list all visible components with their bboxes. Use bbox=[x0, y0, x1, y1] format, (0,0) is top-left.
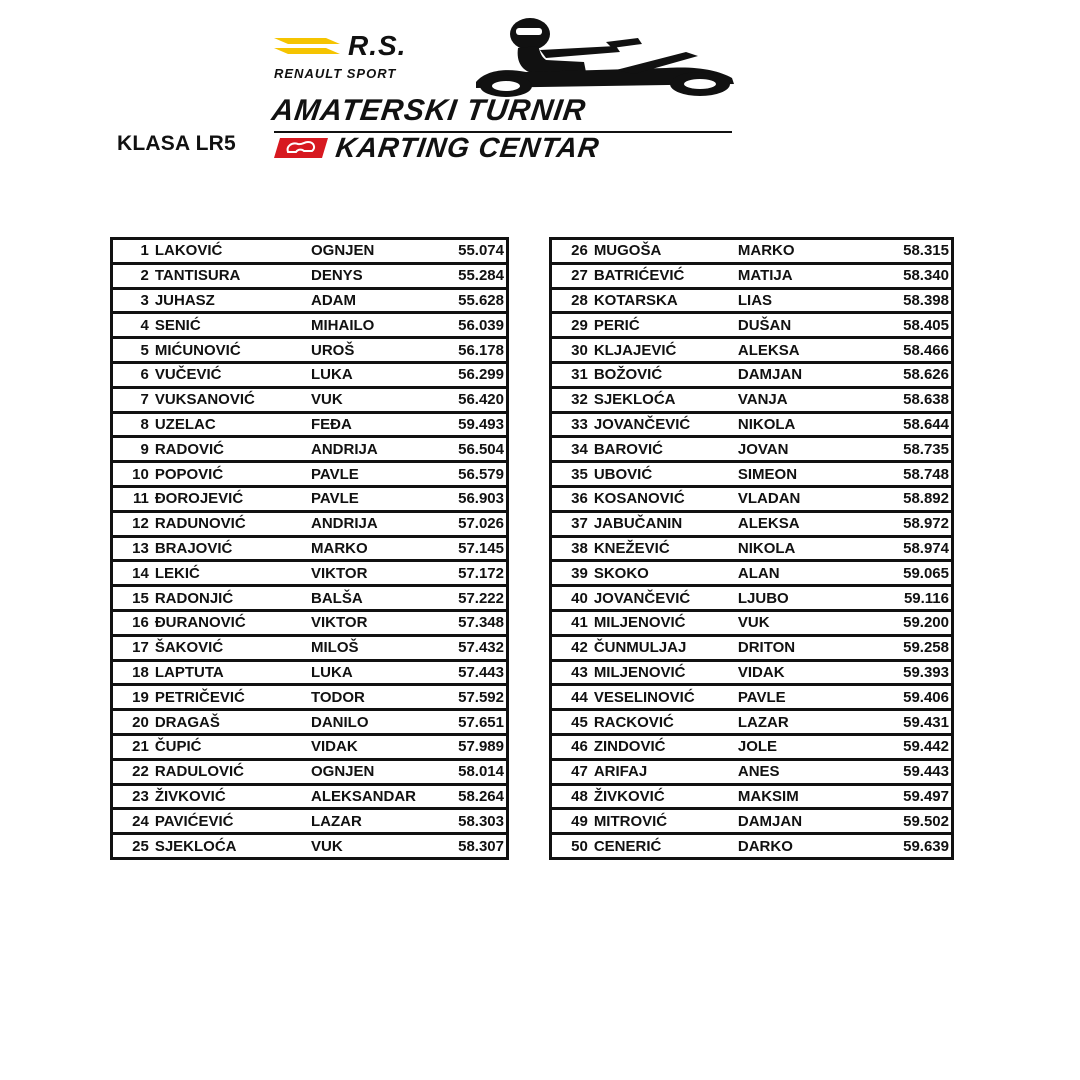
position-cell: 7 bbox=[112, 387, 155, 412]
table-row bbox=[112, 586, 508, 611]
surname-cell: SJEKLOĆA bbox=[594, 387, 738, 412]
firstname-cell: PAVLE bbox=[311, 462, 422, 487]
firstname-cell: DUŠAN bbox=[738, 313, 869, 338]
position-cell: 39 bbox=[551, 561, 594, 586]
firstname-cell: NIKOLA bbox=[738, 536, 869, 561]
position-cell: 46 bbox=[551, 734, 594, 759]
firstname-cell: OGNJEN bbox=[311, 239, 422, 264]
position-cell: 8 bbox=[112, 412, 155, 437]
firstname-cell: LUKA bbox=[311, 362, 422, 387]
laptime-cell: 59.200 bbox=[869, 610, 953, 635]
surname-cell: RADOVIĆ bbox=[155, 437, 311, 462]
position-cell: 1 bbox=[112, 239, 155, 264]
laptime-cell: 57.443 bbox=[422, 660, 508, 685]
laptime-cell: 58.626 bbox=[869, 362, 953, 387]
position-cell: 13 bbox=[112, 536, 155, 561]
table-row bbox=[551, 412, 953, 437]
surname-cell: RADULOVIĆ bbox=[155, 759, 311, 784]
firstname-cell: MIHAILO bbox=[311, 313, 422, 338]
firstname-cell: FEĐA bbox=[311, 412, 422, 437]
table-row bbox=[112, 387, 508, 412]
position-cell: 4 bbox=[112, 313, 155, 338]
surname-cell: LAKOVIĆ bbox=[155, 239, 311, 264]
position-cell: 45 bbox=[551, 710, 594, 735]
position-cell: 18 bbox=[112, 660, 155, 685]
surname-cell: MILJENOVIĆ bbox=[594, 610, 738, 635]
table-row bbox=[112, 759, 508, 784]
position-cell: 41 bbox=[551, 610, 594, 635]
surname-cell: PETRIČEVIĆ bbox=[155, 685, 311, 710]
laptime-cell: 56.504 bbox=[422, 437, 508, 462]
firstname-cell: ADAM bbox=[311, 288, 422, 313]
laptime-cell: 59.443 bbox=[869, 759, 953, 784]
position-cell: 33 bbox=[551, 412, 594, 437]
position-cell: 20 bbox=[112, 710, 155, 735]
laptime-cell: 56.039 bbox=[422, 313, 508, 338]
table-row bbox=[112, 362, 508, 387]
table-row bbox=[112, 338, 508, 363]
surname-cell: BATRIĆEVIĆ bbox=[594, 263, 738, 288]
position-cell: 47 bbox=[551, 759, 594, 784]
table-row bbox=[112, 660, 508, 685]
laptime-cell: 59.493 bbox=[422, 412, 508, 437]
laptime-cell: 58.638 bbox=[869, 387, 953, 412]
table-row bbox=[112, 412, 508, 437]
laptime-cell: 59.639 bbox=[903, 837, 949, 855]
firstname-cell: VUK bbox=[738, 610, 869, 635]
firstname-cell: LAZAR bbox=[311, 809, 422, 834]
table-row bbox=[551, 239, 953, 264]
firstname-cell: MARKO bbox=[738, 239, 869, 264]
laptime-cell: 58.735 bbox=[869, 437, 953, 462]
surname-cell: MIĆUNOVIĆ bbox=[155, 338, 311, 363]
firstname-cell: DRITON bbox=[738, 635, 869, 660]
table-row bbox=[551, 486, 953, 511]
firstname-cell: VUK bbox=[311, 387, 422, 412]
go-kart-driver-icon bbox=[466, 12, 738, 98]
surname-cell: JABUČANIN bbox=[594, 511, 738, 536]
surname-cell: SJEKLOĆA bbox=[154, 837, 237, 855]
firstname-cell: ANDRIJA bbox=[311, 437, 422, 462]
firstname-cell: ALEKSANDAR bbox=[311, 784, 422, 809]
table-row bbox=[112, 635, 508, 660]
position-cell: 30 bbox=[551, 338, 594, 363]
logo-line-tournament: AMATERSKI TURNIR bbox=[269, 94, 589, 127]
position-cell: 37 bbox=[551, 511, 594, 536]
laptime-cell: 58.748 bbox=[869, 462, 953, 487]
results-table-right bbox=[549, 237, 954, 860]
surname-cell: DRAGAŠ bbox=[155, 710, 311, 735]
surname-cell: KNEŽEVIĆ bbox=[594, 536, 738, 561]
surname-cell: POPOVIĆ bbox=[155, 462, 311, 487]
firstname-cell: MAKSIM bbox=[738, 784, 869, 809]
laptime-cell: 58.466 bbox=[869, 338, 953, 363]
laptime-cell: 57.026 bbox=[422, 511, 508, 536]
table-row bbox=[551, 288, 953, 313]
position-cell: 25 bbox=[132, 837, 149, 855]
brand-full: RENAULT SPORT bbox=[274, 66, 397, 81]
laptime-cell: 55.628 bbox=[422, 288, 508, 313]
firstname-cell: ALEKSA bbox=[738, 338, 869, 363]
firstname-cell: OGNJEN bbox=[311, 759, 422, 784]
firstname-cell: LJUBO bbox=[738, 586, 869, 611]
position-cell: 14 bbox=[112, 561, 155, 586]
laptime-cell: 56.178 bbox=[422, 338, 508, 363]
surname-cell: MILJENOVIĆ bbox=[594, 660, 738, 685]
table-row bbox=[112, 437, 508, 462]
laptime-cell: 58.264 bbox=[422, 784, 508, 809]
laptime-cell: 59.406 bbox=[869, 685, 953, 710]
laptime-cell: 59.431 bbox=[869, 710, 953, 735]
table-row bbox=[551, 685, 953, 710]
surname-cell: LAPTUTA bbox=[155, 660, 311, 685]
laptime-cell: 59.258 bbox=[869, 635, 953, 660]
laptime-cell: 56.420 bbox=[422, 387, 508, 412]
table-row bbox=[551, 338, 953, 363]
table-row bbox=[551, 759, 953, 784]
surname-cell: ČUPIĆ bbox=[155, 734, 311, 759]
firstname-cell: DAMJAN bbox=[738, 362, 869, 387]
position-cell: 35 bbox=[551, 462, 594, 487]
position-cell: 19 bbox=[112, 685, 155, 710]
firstname-cell: TODOR bbox=[311, 685, 422, 710]
laptime-cell: 57.348 bbox=[422, 610, 508, 635]
position-cell: 27 bbox=[551, 263, 594, 288]
laptime-cell: 57.651 bbox=[422, 710, 508, 735]
position-cell: 50 bbox=[571, 837, 588, 855]
surname-cell: MUGOŠA bbox=[594, 239, 738, 264]
table-row bbox=[551, 710, 953, 735]
firstname-cell: LAZAR bbox=[738, 710, 869, 735]
surname-cell: UZELAC bbox=[155, 412, 311, 437]
position-cell: 5 bbox=[112, 338, 155, 363]
table-row bbox=[551, 809, 953, 834]
position-cell: 3 bbox=[112, 288, 155, 313]
firstname-cell: VIDAK bbox=[738, 660, 869, 685]
firstname-cell: LUKA bbox=[311, 660, 422, 685]
laptime-cell: 58.307 bbox=[458, 837, 504, 855]
table-row bbox=[112, 734, 508, 759]
laptime-cell: 56.579 bbox=[422, 462, 508, 487]
firstname-cell: VUK bbox=[311, 837, 343, 855]
firstname-cell: ANES bbox=[738, 759, 869, 784]
position-cell: 32 bbox=[551, 387, 594, 412]
surname-cell: LEKIĆ bbox=[155, 561, 311, 586]
table-row bbox=[551, 387, 953, 412]
position-cell: 22 bbox=[112, 759, 155, 784]
table-row bbox=[112, 685, 508, 710]
laptime-cell: 58.974 bbox=[869, 536, 953, 561]
surname-cell: VESELINOVIĆ bbox=[594, 685, 738, 710]
firstname-cell: VIKTOR bbox=[311, 561, 422, 586]
logo-line-venue: KARTING CENTAR bbox=[333, 132, 602, 163]
surname-cell: CENERIĆ bbox=[593, 837, 662, 855]
table-row bbox=[112, 313, 508, 338]
position-cell: 44 bbox=[551, 685, 594, 710]
position-cell: 12 bbox=[112, 511, 155, 536]
position-cell: 34 bbox=[551, 437, 594, 462]
table-row bbox=[551, 313, 953, 338]
table-row bbox=[112, 834, 508, 859]
laptime-cell: 57.222 bbox=[422, 586, 508, 611]
firstname-cell: DARKO bbox=[737, 837, 793, 855]
surname-cell: VUKSANOVIĆ bbox=[155, 387, 311, 412]
surname-cell: PAVIĆEVIĆ bbox=[155, 809, 311, 834]
position-cell: 49 bbox=[551, 809, 594, 834]
position-cell: 24 bbox=[112, 809, 155, 834]
table-row bbox=[551, 586, 953, 611]
table-row bbox=[551, 834, 953, 859]
table-row bbox=[112, 239, 508, 264]
position-cell: 31 bbox=[551, 362, 594, 387]
table-row bbox=[551, 437, 953, 462]
table-row bbox=[551, 635, 953, 660]
laptime-cell: 58.303 bbox=[422, 809, 508, 834]
position-cell: 26 bbox=[551, 239, 594, 264]
position-cell: 16 bbox=[112, 610, 155, 635]
laptime-cell: 57.989 bbox=[422, 734, 508, 759]
laptime-cell: 59.497 bbox=[869, 784, 953, 809]
firstname-cell: VLADAN bbox=[738, 486, 869, 511]
table-row bbox=[112, 809, 508, 834]
position-cell: 38 bbox=[551, 536, 594, 561]
laptime-cell: 57.145 bbox=[422, 536, 508, 561]
position-cell: 11 bbox=[112, 486, 155, 511]
laptime-cell: 59.502 bbox=[869, 809, 953, 834]
table-row bbox=[112, 486, 508, 511]
firstname-cell: DANILO bbox=[311, 710, 422, 735]
surname-cell: KOTARSKA bbox=[594, 288, 738, 313]
surname-cell: PERIĆ bbox=[594, 313, 738, 338]
surname-cell: SKOKO bbox=[594, 561, 738, 586]
table-row bbox=[551, 462, 953, 487]
surname-cell: ŽIVKOVIĆ bbox=[594, 784, 738, 809]
brand-short: R.S. bbox=[348, 30, 407, 61]
position-cell: 2 bbox=[112, 263, 155, 288]
position-cell: 29 bbox=[551, 313, 594, 338]
position-cell: 15 bbox=[112, 586, 155, 611]
table-row bbox=[112, 288, 508, 313]
laptime-cell: 58.892 bbox=[869, 486, 953, 511]
surname-cell: RADUNOVIĆ bbox=[155, 511, 311, 536]
surname-cell: RADONJIĆ bbox=[155, 586, 311, 611]
surname-cell: JOVANČEVIĆ bbox=[594, 586, 738, 611]
firstname-cell: LIAS bbox=[738, 288, 869, 313]
surname-cell: ČUNMULJAJ bbox=[594, 635, 738, 660]
surname-cell: TANTISURA bbox=[155, 263, 311, 288]
firstname-cell: VIKTOR bbox=[311, 610, 422, 635]
table-row bbox=[551, 734, 953, 759]
firstname-cell: VANJA bbox=[738, 387, 869, 412]
surname-cell: BOŽOVIĆ bbox=[594, 362, 738, 387]
surname-cell: MITROVIĆ bbox=[594, 809, 738, 834]
firstname-cell: PAVLE bbox=[311, 486, 422, 511]
firstname-cell: DENYS bbox=[311, 263, 422, 288]
firstname-cell: DAMJAN bbox=[738, 809, 869, 834]
position-cell: 23 bbox=[112, 784, 155, 809]
surname-cell: ZINDOVIĆ bbox=[594, 734, 738, 759]
table-row bbox=[112, 536, 508, 561]
laptime-cell: 58.972 bbox=[869, 511, 953, 536]
laptime-cell: 58.405 bbox=[869, 313, 953, 338]
firstname-cell: VIDAK bbox=[311, 734, 422, 759]
surname-cell: SENIĆ bbox=[155, 313, 311, 338]
laptime-cell: 59.393 bbox=[869, 660, 953, 685]
laptime-cell: 58.644 bbox=[869, 412, 953, 437]
firstname-cell: MILOŠ bbox=[311, 635, 422, 660]
table-row bbox=[112, 561, 508, 586]
table-row bbox=[112, 784, 508, 809]
firstname-cell: JOLE bbox=[738, 734, 869, 759]
surname-cell: JUHASZ bbox=[155, 288, 311, 313]
laptime-cell: 56.299 bbox=[422, 362, 508, 387]
laptime-cell: 56.903 bbox=[422, 486, 508, 511]
surname-cell: JOVANČEVIĆ bbox=[594, 412, 738, 437]
surname-cell: ŽIVKOVIĆ bbox=[155, 784, 311, 809]
laptime-cell: 58.398 bbox=[869, 288, 953, 313]
firstname-cell: MARKO bbox=[311, 536, 422, 561]
laptime-cell: 58.340 bbox=[869, 263, 953, 288]
table-row bbox=[551, 511, 953, 536]
surname-cell: ARIFAJ bbox=[594, 759, 738, 784]
firstname-cell: PAVLE bbox=[738, 685, 869, 710]
laptime-cell: 57.172 bbox=[422, 561, 508, 586]
laptime-cell: 58.014 bbox=[422, 759, 508, 784]
position-cell: 17 bbox=[112, 635, 155, 660]
table-row bbox=[112, 462, 508, 487]
table-row bbox=[551, 610, 953, 635]
laptime-cell: 55.284 bbox=[422, 263, 508, 288]
table-row bbox=[551, 784, 953, 809]
table-row bbox=[551, 660, 953, 685]
renault-sport-chevrons-icon bbox=[274, 36, 340, 56]
laptime-cell: 59.442 bbox=[869, 734, 953, 759]
laptime-cell: 57.592 bbox=[422, 685, 508, 710]
table-row bbox=[112, 610, 508, 635]
laptime-cell: 59.065 bbox=[869, 561, 953, 586]
firstname-cell: ANDRIJA bbox=[311, 511, 422, 536]
laptime-cell: 59.116 bbox=[869, 586, 953, 611]
firstname-cell: NIKOLA bbox=[738, 412, 869, 437]
firstname-cell: UROŠ bbox=[311, 338, 422, 363]
karting-centar-badge-icon bbox=[274, 136, 328, 160]
table-row bbox=[551, 263, 953, 288]
position-cell: 40 bbox=[551, 586, 594, 611]
table-row bbox=[112, 511, 508, 536]
table-row bbox=[112, 710, 508, 735]
laptime-cell: 58.315 bbox=[869, 239, 953, 264]
surname-cell: ĐURANOVIĆ bbox=[155, 610, 311, 635]
firstname-cell: BALŠA bbox=[311, 586, 422, 611]
laptime-cell: 55.074 bbox=[422, 239, 508, 264]
surname-cell: VUČEVIĆ bbox=[155, 362, 311, 387]
position-cell: 42 bbox=[551, 635, 594, 660]
position-cell: 43 bbox=[551, 660, 594, 685]
surname-cell: ŠAKOVIĆ bbox=[155, 635, 311, 660]
position-cell: 9 bbox=[112, 437, 155, 462]
firstname-cell: ALEKSA bbox=[738, 511, 869, 536]
table-row bbox=[112, 263, 508, 288]
table-row bbox=[551, 561, 953, 586]
firstname-cell: SIMEON bbox=[738, 462, 869, 487]
firstname-cell: MATIJA bbox=[738, 263, 869, 288]
position-cell: 6 bbox=[112, 362, 155, 387]
surname-cell: KOSANOVIĆ bbox=[594, 486, 738, 511]
position-cell: 21 bbox=[112, 734, 155, 759]
position-cell: 28 bbox=[551, 288, 594, 313]
table-row bbox=[551, 362, 953, 387]
class-label: KLASA LR5 bbox=[117, 132, 236, 155]
surname-cell: BAROVIĆ bbox=[594, 437, 738, 462]
event-logo bbox=[270, 12, 740, 162]
position-cell: 36 bbox=[551, 486, 594, 511]
position-cell: 48 bbox=[551, 784, 594, 809]
surname-cell: RACKOVIĆ bbox=[594, 710, 738, 735]
position-cell: 10 bbox=[112, 462, 155, 487]
laptime-cell: 57.432 bbox=[422, 635, 508, 660]
surname-cell: ĐOROJEVIĆ bbox=[155, 486, 311, 511]
surname-cell: UBOVIĆ bbox=[594, 462, 738, 487]
results-table-left bbox=[110, 237, 509, 860]
firstname-cell: JOVAN bbox=[738, 437, 869, 462]
surname-cell: KLJAJEVIĆ bbox=[594, 338, 738, 363]
table-row bbox=[551, 536, 953, 561]
firstname-cell: ALAN bbox=[738, 561, 869, 586]
surname-cell: BRAJOVIĆ bbox=[155, 536, 311, 561]
